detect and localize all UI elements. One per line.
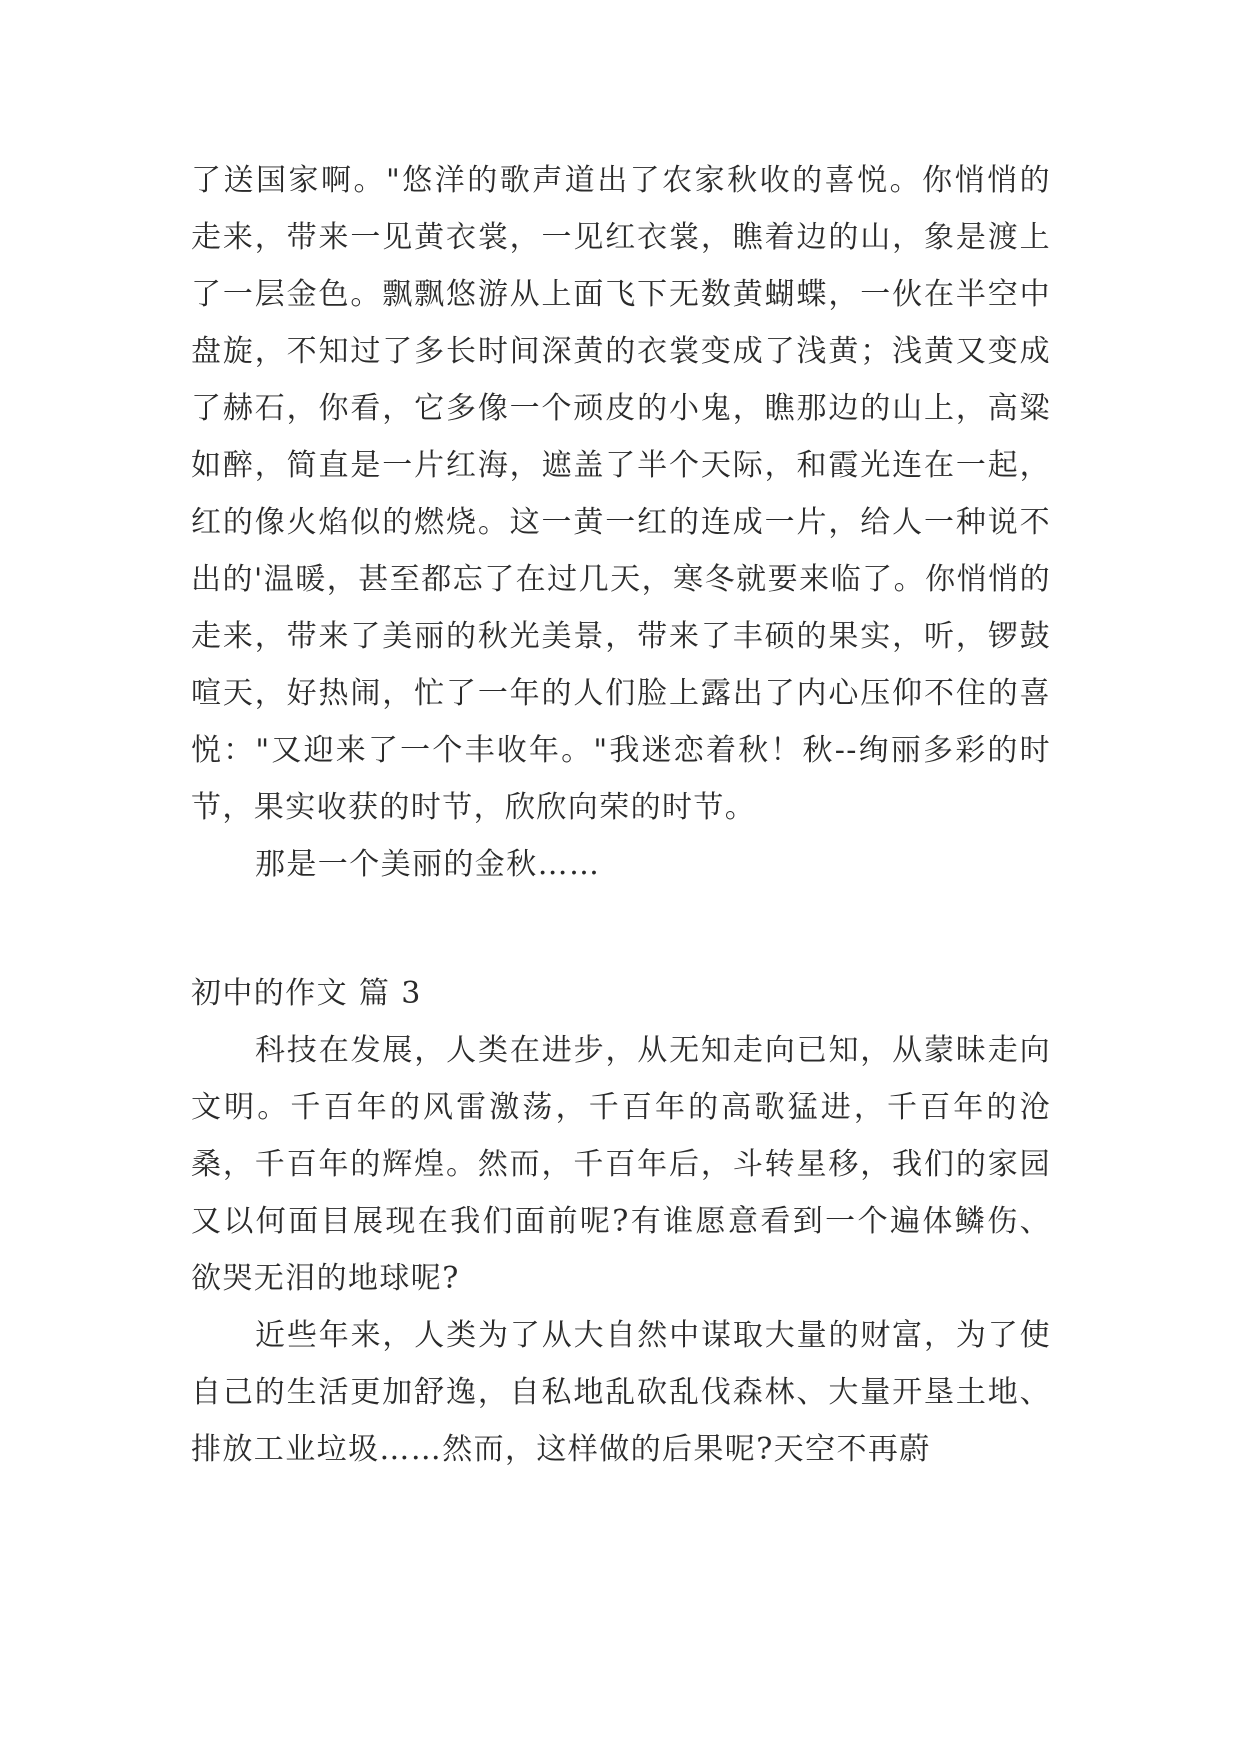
paragraph-recent-years: 近些年来，人类为了从大自然中谋取大量的财富，为了使自己的生活更加舒逸，自私地乱砍乱伐森林、大量开垦土地、排放工业垃圾……然而，这样做的后果呢?天空不再蔚 — [191, 1318, 1051, 1467]
section-heading: 初中的作文 篇 3 — [191, 976, 422, 1011]
section-spacer — [191, 893, 1051, 965]
paragraph-technology: 科技在发展，人类在进步，从无知走向已知，从蒙昧走向文明。千百年的风雷激荡，千百年的高歌猛进，千百年的沧桑，千百年的辉煌。然而，千百年后，斗转星移，我们的家园又以何面目展现在我们面前呢?有谁愿意看到一个遍体鳞伤、欲哭无泪的地球呢? — [191, 1033, 1051, 1296]
document-body — [191, 152, 1051, 1478]
paragraph-autumn-continued: 了送国家啊。"悠洋的歌声道出了农家秋收的喜悦。你悄悄的走来，带来一见黄衣裳，一见红衣裳，瞧着边的山，象是渡上了一层金色。飘飘悠游从上面飞下无数黄蝴蝶，一伙在半空中盘旋，不知过了多长时间深黄的衣裳变成了浅黄；浅黄又变成了赫石，你看，它多像一个顽皮的小鬼，瞧那边的山上，高粱如醉，简直是一片红海，遮盖了半个天际，和霞光连在一起，红的像火焰似的燃烧。这一黄一红的连成一片，给人一种说不出的'温暖，甚至都忘了在过几天，寒冬就要来临了。你悄悄的走来，带来了美丽的秋光美景，带来了丰硕的果实，听，锣鼓喧天，好热闹，忙了一年的人们脸上露出了内心压仰不住的喜悦："又迎来了一个丰收年。"我迷恋着秋！秋--绚丽多彩的时节，果实收获的时节，欣欣向荣的时节。 — [191, 163, 1051, 825]
paragraph-golden-autumn: 那是一个美丽的金秋…… — [255, 847, 601, 882]
